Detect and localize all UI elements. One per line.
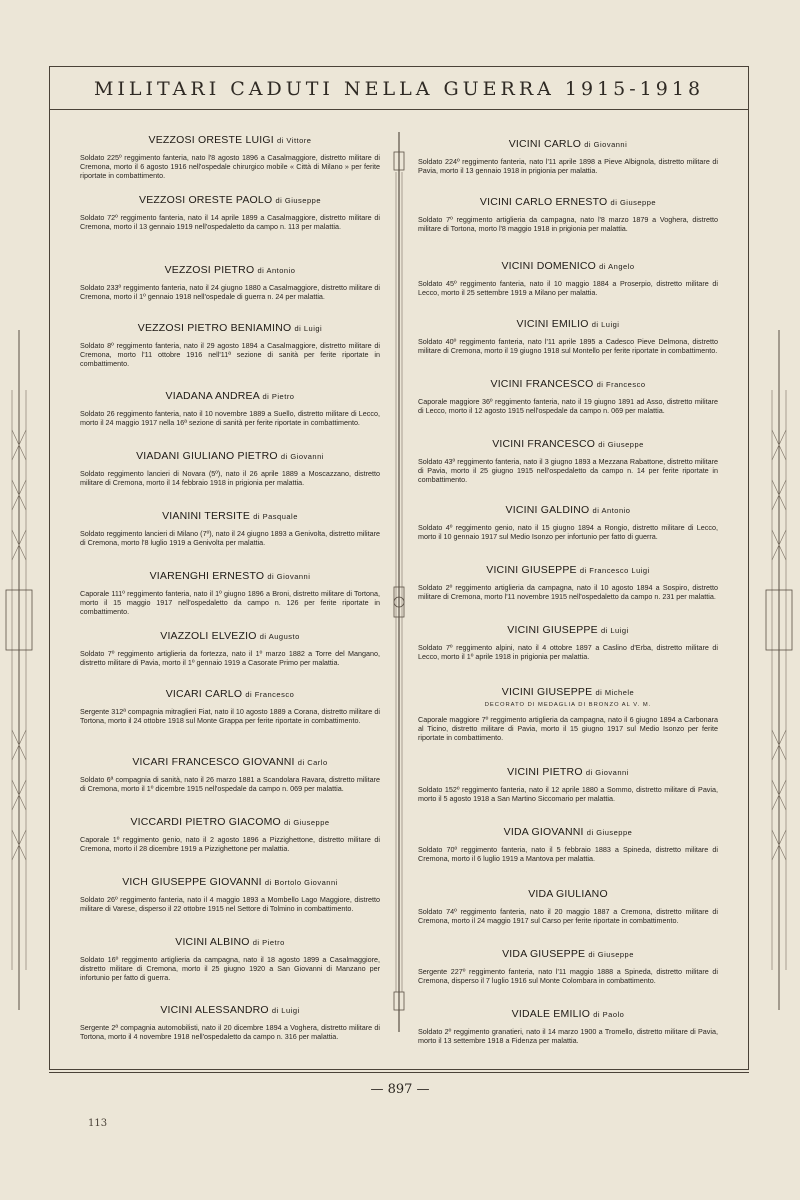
- entry: [80, 1004, 380, 1041]
- entry-text: Soldato 2º reggimento granatieri, nato il 14 marzo 1900 a Tromello, distretto militare di Pavia, morto il 13 settembre 1918 a Fidenza per malattia.: [418, 1027, 718, 1046]
- entry: [80, 876, 380, 913]
- entry-text: Soldato 7º reggimento artiglieria da fortezza, nato il 1º marzo 1882 a Torre del Mangano, distretto militare di Pavia, morto il 1º gennaio 1919 a Casorate Primo per malattia.: [80, 649, 380, 668]
- right-fasces-ornament-icon: [762, 330, 796, 1010]
- entry-text: Soldato 16º reggimento artiglieria da campagna, nato il 18 agosto 1899 a Casalmaggiore, distretto militare di Cremona, morto il 25 giugno 1920 a San Giovanni di Manzano per infortunio per fatto di guerra.: [80, 955, 380, 983]
- entry-text: Soldato 8º reggimento fanteria, nato il 29 agosto 1894 a Casalmaggiore, distretto militare di Cremona, morto l'11 ottobre 1916 nell'11ª sezione di sanità per ferite riportate in combattimento.: [80, 341, 380, 369]
- entry: [80, 264, 380, 301]
- entry: [418, 438, 718, 485]
- entry: [418, 1008, 718, 1045]
- entry: [418, 826, 718, 863]
- entry-name: VIDA GIOVANNI di Giuseppe: [503, 826, 633, 838]
- entry-text: Soldato 233º reggimento fanteria, nato il 24 giugno 1880 a Casalmaggiore, distretto militare di Cremona, morto il 1º gennaio 1918 nell'ospedale di guerra n. 24 per malattia.: [80, 283, 380, 302]
- entry: [80, 570, 380, 617]
- entry: [80, 688, 380, 725]
- entry-text: Caporale maggiore 36º reggimento fanteria, nato il 19 giugno 1891 ad Asso, distretto militare di Lecco, morto il 12 agosto 1915 nell'ospedale da campo n. 069 per malattia.: [418, 397, 718, 416]
- entry: [80, 194, 380, 231]
- entry: [418, 504, 718, 541]
- entry-text: Soldato 224º reggimento fanteria, nato l'11 aprile 1898 a Pieve Albignola, distretto militare di Pavia, morto il 13 gennaio 1918 in prigionia per malattia.: [418, 157, 718, 176]
- entry-name: VICINI EMILIO di Luigi: [516, 318, 620, 330]
- entry: [80, 816, 380, 853]
- entry-text: Soldato reggimento lancieri di Novara (5º), nato il 26 aprile 1889 a Moscazzano, distretto militare di Cremona, morto il 14 febbraio 1918 in prigionia per malattia.: [80, 469, 380, 488]
- entry-name: VIDA GIULIANO: [528, 888, 608, 900]
- entry: [418, 564, 718, 601]
- left-fasces-ornament-icon: [2, 330, 36, 1010]
- entry-name: VIADANA ANDREA di Pietro: [165, 390, 295, 402]
- entry-name: VICINI GIUSEPPE di Michele: [501, 686, 635, 698]
- entry-text: Soldato 6ª compagnia di sanità, nato il 26 marzo 1881 a Scandolara Ravara, distretto militare di Cremona, morto il 1º dicembre 1915 nell'ospedale da campo n. 069 per malattia.: [80, 775, 380, 794]
- entry-text: Sergente 227º reggimento fanteria, nato l'11 maggio 1888 a Spineda, distretto militare di Cremona, disperso il 7 luglio 1916 sul Monte Colombara in combattimento.: [418, 967, 718, 986]
- entry-name: VIADANI GIULIANO PIETRO di Giovanni: [136, 450, 324, 462]
- entry-text: Caporale 111º reggimento fanteria, nato il 1º giugno 1896 a Broni, distretto militare di Tortona, morto il 15 maggio 1917 nell'ospedaletto da campo n. 126 per ferite riportate in combattimento.: [80, 589, 380, 617]
- entry: [418, 686, 718, 743]
- entry-name: VICINI CARLO ERNESTO di Giuseppe: [479, 196, 657, 208]
- entry-text: Soldato 74º reggimento fanteria, nato il 20 maggio 1887 a Cremona, distretto militare di Cremona, morto il 24 maggio 1917 sul Carso per ferite riportate in combattimento.: [418, 907, 718, 926]
- entry-name: VICINI FRANCESCO di Francesco: [490, 378, 646, 390]
- entry: [418, 378, 718, 415]
- entry: [418, 196, 718, 233]
- fasces-divider-icon: [393, 132, 405, 1032]
- entry-name: VIARENGHI ERNESTO di Giovanni: [149, 570, 311, 582]
- entry-name: VICINI GIUSEPPE di Francesco Luigi: [486, 564, 650, 576]
- medal-note: DECORATO DI MEDAGLIA DI BRONZO AL V. M.: [484, 702, 652, 708]
- entry-text: Soldato 72º reggimento fanteria, nato il 14 aprile 1899 a Casalmaggiore, distretto militare di Cremona, morto il 13 gennaio 1919 nell'ospedaletto da campo n. 113 per malattia.: [80, 213, 380, 232]
- entry-name: VICINI CARLO di Giovanni: [508, 138, 628, 150]
- entry: [80, 630, 380, 667]
- entry-text: Soldato 40º reggimento fanteria, nato l'11 aprile 1895 a Cadesco Pieve Delmona, distretto militare di Cremona, morto il 19 giugno 1918 sul Montello per ferite riportate in combattimento.: [418, 337, 718, 356]
- entry-text: Soldato 225º reggimento fanteria, nato l'8 agosto 1896 a Casalmaggiore, distretto militare di Cremona, morto il 6 agosto 1916 nell'ospedale chirurgico mobile « Città di Milano » per ferite riportate in combattimento.: [80, 153, 380, 181]
- entry-name: VICARI FRANCESCO GIOVANNI di Carlo: [132, 756, 328, 768]
- entry-text: Caporale maggiore 7º reggimento artiglieria da campagna, nato il 6 giugno 1894 a Carbonara al Ticino, distretto militare di Pavia, morto il 15 giugno 1917 sul Medio Isonzo per ferite riportate in combattimento.: [418, 715, 718, 743]
- entry: [418, 138, 718, 175]
- entry-name: VIANINI TERSITE di Pasquale: [162, 510, 298, 522]
- entry-text: Soldato 2º reggimento artiglieria da campagna, nato il 10 agosto 1894 a Sospiro, distretto militare di Cremona, morto l'11 novembre 1915 nell'ospedaletto da campo n. 231 per malattia.: [418, 583, 718, 602]
- entry-text: Soldato 152º reggimento fanteria, nato il 12 aprile 1880 a Sommo, distretto militare di Pavia, morto il 5 agosto 1918 a San Martino Siccomario per malattia.: [418, 785, 718, 804]
- page-number: — 897 —: [370, 1082, 430, 1097]
- entry-name: VEZZOSI ORESTE LUIGI di Vittore: [148, 134, 312, 146]
- entry: [418, 624, 718, 661]
- entry-name: VICINI FRANCESCO di Giuseppe: [492, 438, 644, 450]
- entry-name: VEZZOSI ORESTE PAOLO di Giuseppe: [139, 194, 321, 206]
- entry: [418, 766, 718, 803]
- entry-name: VICCARDI PIETRO GIACOMO di Giuseppe: [130, 816, 330, 828]
- entry-text: Soldato 26º reggimento fanteria, nato il 4 maggio 1893 a Mombello Lago Maggiore, distretto militare di Varese, disperso il 22 ottobre 1915 nel Settore di Tolmino in combattimento.: [80, 895, 380, 914]
- entry-name: VEZZOSI PIETRO BENIAMINO di Luigi: [137, 322, 323, 334]
- entry-name: VICH GIUSEPPE GIOVANNI di Bortolo Giovanni: [122, 876, 338, 888]
- entry: [418, 318, 718, 355]
- entry-name: VICINI GIUSEPPE di Luigi: [507, 624, 629, 636]
- entry: [80, 936, 380, 983]
- entry-text: Sergente 312ª compagnia mitraglieri Fiat, nato il 10 agosto 1889 a Corana, distretto militare di Tortona, morto il 24 ottobre 1918 sul Monte Grappa per ferite riportate in combattimento.: [80, 707, 380, 726]
- entry-name: VICARI CARLO di Francesco: [165, 688, 295, 700]
- entry-text: Soldato 43º reggimento fanteria, nato il 3 giugno 1893 a Mezzana Rabattone, distretto militare di Pavia, morto il 25 giugno 1915 nell'ospedaletto da campo n. 14 per ferite riportate in combattimento.: [418, 457, 718, 485]
- page-title: MILITARI CADUTI NELLA GUERRA 1915-1918: [93, 78, 705, 100]
- entry-name: VEZZOSI PIETRO di Antonio: [164, 264, 296, 276]
- entry-name: VICINI ALBINO di Pietro: [175, 936, 285, 948]
- entry-text: Soldato 26 reggimento fanteria, nato il 10 novembre 1889 a Suello, distretto militare di Lecco, morto il 24 maggio 1917 nella 16ª sezione di sanità per ferite riportate in combattimento.: [80, 409, 380, 428]
- entry-text: Soldato reggimento lancieri di Milano (7º), nato il 24 giugno 1893 a Genivolta, distretto militare di Cremona, morto l'8 luglio 1919 a Genivolta per malattia.: [80, 529, 380, 548]
- entry-text: Soldato 7º reggimento alpini, nato il 4 ottobre 1897 a Caslino d'Erba, distretto militare di Lecco, morto il 1º aprile 1918 in prigionia per malattia.: [418, 643, 718, 662]
- entry: [418, 888, 718, 925]
- entry: [418, 948, 718, 985]
- entry-text: Soldato 4º reggimento genio, nato il 15 giugno 1894 a Rongio, distretto militare di Lecco, morto il 10 gennaio 1917 sul Medio Isonzo per infortunio per fatto di guerra.: [418, 523, 718, 542]
- entry-text: Soldato 7º reggimento artiglieria da campagna, nato l'8 marzo 1879 a Voghera, distretto militare di Tortona, morto l'8 maggio 1918 in prigionia per malattia.: [418, 215, 718, 234]
- entry-name: VIAZZOLI ELVEZIO di Augusto: [160, 630, 300, 642]
- footer-code: 113: [88, 1118, 108, 1129]
- entry-text: Caporale 1º reggimento genio, nato il 2 agosto 1896 a Pizzighettone, distretto militare di Cremona, morto il 28 dicembre 1919 a Pizzighettone per malattia.: [80, 835, 380, 854]
- entry-text: Sergente 2ª compagnia automobilisti, nato il 20 dicembre 1894 a Voghera, distretto militare di Tortona, morto il 4 novembre 1918 nell'ospedaletto da campo n. 316 per malattia.: [80, 1023, 380, 1042]
- entry: [80, 134, 380, 181]
- entry-name: VICINI ALESSANDRO di Luigi: [160, 1004, 300, 1016]
- entry: [80, 756, 380, 793]
- entry: [80, 390, 380, 427]
- bottom-rule: [49, 1072, 749, 1073]
- entry: [80, 450, 380, 487]
- entry-text: Soldato 70º reggimento fanteria, nato il 5 febbraio 1883 a Spineda, distretto militare di Cremona, morto il 6 luglio 1919 a Mantova per malattia.: [418, 845, 718, 864]
- entry: [80, 322, 380, 369]
- header-bar: [49, 66, 749, 110]
- entry-name: VICINI PIETRO di Giovanni: [507, 766, 629, 778]
- entry-name: VICINI GALDINO di Antonio: [505, 504, 631, 516]
- entry-name: VICINI DOMENICO di Angelo: [501, 260, 635, 272]
- entry: [418, 260, 718, 297]
- entry-name: VIDA GIUSEPPE di Giuseppe: [502, 948, 634, 960]
- entry: [80, 510, 380, 547]
- entry-name: VIDALE EMILIO di Paolo: [511, 1008, 625, 1020]
- entry-text: Soldato 45º reggimento fanteria, nato il 10 maggio 1884 a Proserpio, distretto militare di Lecco, morto il 25 settembre 1919 a Milano per malattia.: [418, 279, 718, 298]
